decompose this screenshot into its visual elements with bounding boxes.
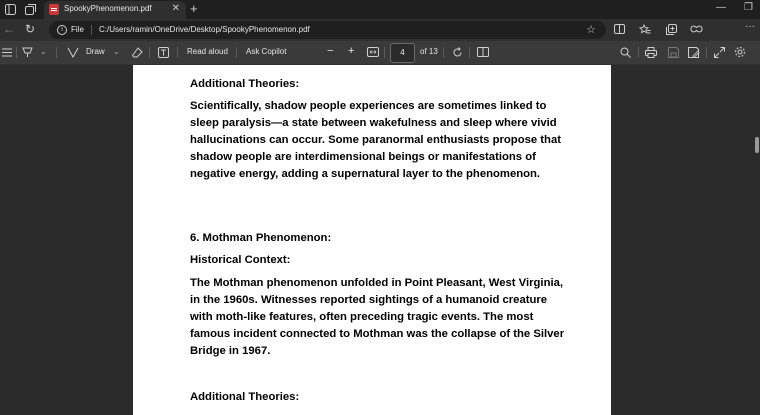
info-icon[interactable]: i [57, 25, 67, 35]
tab-actions-icon[interactable] [23, 2, 37, 16]
text-icon[interactable] [156, 45, 170, 59]
toolbar-divider [149, 47, 150, 58]
more-options-icon[interactable]: ··· [745, 21, 755, 32]
toolbar-divider [443, 47, 444, 58]
toolbar-divider [638, 47, 639, 58]
contents-icon[interactable] [0, 45, 14, 59]
page-view-icon[interactable] [476, 45, 490, 59]
title-bar [0, 0, 760, 19]
toolbar-divider [177, 47, 178, 58]
draw-icon[interactable] [66, 45, 80, 59]
fullscreen-icon[interactable] [712, 45, 726, 59]
subsection-heading: Historical Context: [190, 254, 291, 266]
section-heading: Additional Theories: [190, 78, 300, 90]
split-screen-icon[interactable] [612, 22, 626, 36]
ask-copilot-button[interactable]: Ask Copilot [246, 47, 287, 56]
section-heading: 6. Mothman Phenomenon: [190, 232, 332, 244]
toolbar-divider [56, 47, 57, 58]
restore-button[interactable]: ❐ [744, 2, 753, 13]
favorite-star-icon[interactable]: ☆ [586, 24, 596, 36]
toolbar-divider [469, 47, 470, 58]
toolbar-divider [16, 47, 17, 58]
rotate-icon[interactable] [450, 45, 464, 59]
erase-icon[interactable] [130, 45, 144, 59]
address-divider [91, 25, 92, 35]
save-as-icon[interactable] [687, 45, 701, 59]
fit-page-icon[interactable] [366, 45, 380, 59]
draw-chevron-icon[interactable]: ⌄ [113, 47, 120, 56]
favorites-icon[interactable] [638, 22, 652, 36]
paragraph: The Mothman phenomenon unfolded in Point Pleasant, West Virginia, in the 1960s. Witnesses reported sightings of a humanoid creature with moth-like features, often preceding tragic events. The most famous incident connected to Mothman was the collapse of the Silver Bridge in 1967. [190, 277, 565, 357]
new-tab-button[interactable]: + [190, 1, 198, 16]
collections-icon[interactable] [664, 22, 678, 36]
tab-close-icon[interactable]: ✕ [171, 3, 180, 14]
paragraph: Scientifically, shadow people experiences are sometimes linked to sleep paralysis—a state between wakefulness and sleep where vivid hallucinations can occur. Some paranormal enthusiasts propose that shadow people are interdimensional beings or manifestations of negative energy, adding a supernatural layer to the phenomenon. [190, 100, 562, 180]
pdf-page [133, 65, 611, 415]
sidebar-icon[interactable] [3, 2, 17, 16]
copilot-icon[interactable] [689, 22, 703, 36]
print-icon[interactable] [644, 45, 658, 59]
address-url[interactable]: C:/Users/ramin/OneDrive/Desktop/SpookyPhenomenon.pdf [99, 25, 310, 34]
toolbar-divider [384, 47, 385, 58]
back-icon[interactable]: ← [3, 22, 15, 36]
refresh-icon[interactable]: ↻ [25, 22, 36, 36]
zoom-out-button[interactable]: − [327, 45, 334, 57]
highlight-chevron-icon[interactable]: ⌄ [40, 47, 47, 56]
save-icon[interactable] [666, 45, 680, 59]
search-icon[interactable] [618, 45, 632, 59]
draw-button[interactable]: Draw [86, 47, 105, 56]
toolbar-divider [236, 47, 237, 58]
zoom-in-button[interactable]: + [348, 45, 355, 57]
highlight-icon[interactable] [21, 45, 35, 59]
tab-title: SpookyPhenomenon.pdf [64, 4, 152, 13]
browser-tab[interactable] [44, 1, 186, 19]
section-heading: Additional Theories: [190, 391, 300, 403]
pdf-file-icon [49, 4, 59, 15]
page-total: of 13 [420, 47, 438, 56]
address-scheme: File [71, 25, 84, 34]
page-number-input[interactable]: 4 [390, 43, 415, 63]
vertical-scrollbar[interactable] [753, 65, 760, 415]
toolbar-divider [706, 47, 707, 58]
minimize-button[interactable]: — [716, 2, 726, 13]
read-aloud-button[interactable]: Read aloud [187, 47, 228, 56]
address-bar-row [0, 19, 760, 41]
address-bar[interactable] [49, 21, 606, 39]
pdf-toolbar [0, 41, 760, 65]
settings-icon[interactable] [733, 45, 747, 59]
scrollbar-thumb[interactable] [755, 137, 759, 153]
